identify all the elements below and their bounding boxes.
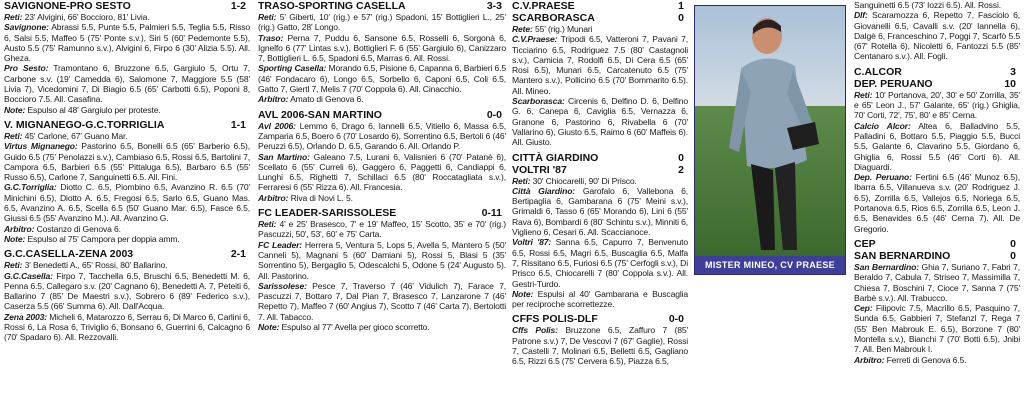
detail-line [258, 63, 506, 94]
detail-label: Dep. Peruano: [854, 172, 912, 183]
detail-line [258, 94, 506, 104]
detail-text: Altea 6, Balladvino 5.5, Palladini 6, Bottaro 5.5, Piaggio 5.5, Bucci 5.5, Galante 6, Clavarino 5.5, Giordano 6, Ghiglia 6, Rossi 5.5 (46' Corti 6). All. Diaguardi. [854, 120, 1020, 172]
detail-line [854, 172, 1020, 234]
detail-label: Rete: [512, 24, 533, 34]
detail-line [512, 24, 688, 34]
detail-label: Arbitro: [258, 192, 289, 203]
detail-line [258, 12, 506, 33]
detail-line [4, 271, 250, 312]
team-names: C.V.PRAESE [512, 0, 575, 12]
detail-label: Reti: [258, 12, 277, 22]
match-report [512, 313, 688, 366]
match-title [4, 0, 250, 12]
detail-label: Dlf: [854, 10, 868, 21]
match-report [4, 0, 250, 115]
detail-line [258, 33, 506, 64]
detail-line [512, 289, 688, 310]
match-title-away [512, 164, 688, 176]
detail-line [512, 34, 688, 96]
match-score: 1-2 [230, 0, 246, 12]
detail-label: Arbitro: [258, 94, 289, 105]
detail-line [4, 312, 250, 343]
match-score: 1 [678, 0, 684, 12]
detail-line [854, 121, 1020, 172]
match-score: 0 [678, 151, 684, 164]
detail-line [854, 10, 1020, 61]
detail-label: G.C.Casella: [4, 270, 53, 281]
photo-caption: MISTER MINEO, CV PRAESE [695, 256, 845, 274]
away-team-name: DEP. PERUANO [854, 77, 933, 90]
team-names: G.C.CASELLA-ZENA 2003 [4, 248, 134, 261]
detail-label: Note: [4, 233, 26, 244]
detail-line [4, 22, 250, 63]
detail-line [258, 322, 506, 332]
detail-line [4, 63, 250, 104]
team-names: CFFS POLIS-DLF [512, 313, 598, 326]
away-team-name: SAN BERNARDINO [854, 249, 951, 262]
detail-label: C.V.Praese: [512, 34, 558, 45]
detail-label: FC Leader: [258, 239, 303, 250]
match-details [512, 325, 688, 366]
match-score: 0-11 [481, 207, 502, 220]
detail-text: 5' Giberti, 10' (rig.) e 57' (rig.) Spadoni, 15' Bottiglieri L., 25' (rig.) Gatto, 28' Longo. [258, 12, 506, 33]
match-report [512, 152, 688, 310]
detail-text: 55' (rig.) Munari [535, 24, 593, 34]
detail-text: Lemmo 6, Drago 6, Iannelli 6.5, Vitiello 6, Massa 6.5, Zamparia 6.5, Boero 6 (70' Losardo 6), Sorrentino 6.5, Bertoli 6 (46' Peruzzi 6.5), Orlando D. 6.5, Garando 6. All. Orlando P. [258, 120, 506, 152]
detail-text: Scaramozza 6, Repetto 7, Fasciolo 6, Giovanelli 6.5, Cavalli s.v. (20' Iannella 6), Dalgè 6, Franceschino 7, Poggi 7, Scarfò 5.5 (67' Rotella 6), Nicoletti 6, Fantozzi 5.5 (85' Centanaro s.v.). All. Fogli. [854, 10, 1020, 62]
match-details [854, 0, 1020, 62]
away-score: 2 [678, 163, 684, 176]
detail-text: 30' Chiocarelli, 90' Di Prisco. [532, 175, 637, 186]
detail-label: Savignone: [4, 22, 49, 33]
detail-text: 3' Benedetti A., 65' Rossi, 80' Ballarino. [24, 260, 168, 271]
detail-line [258, 193, 506, 203]
detail-text: Morando 6.5, Pisione 6, Capanna 6, Barbieri 6.5 (46' Fondacaro 6), Longo 6.5, Sorbello 6, Caponi 6.5, Coli 6.5, Gatto 7, Giertl 7, Melis 7 (70' Coppola 6). All. Cinacchio. [258, 63, 506, 95]
detail-label: Note: [258, 322, 280, 333]
detail-text: Perna 7, Puddu 6, Sansone 6.5, Rosselli 6, Sorgonà 6, Ignelfo 6 (77' Lintas s.v.), Bottiglieri F. 6 (55' Gargiulo 6), Canizzaro 7, Bottiglieri L. 6.5, Spadoni 6.5, Marras 6. All. Rossi. [258, 32, 506, 64]
detail-text: Costanzo di Genova 6. [36, 223, 121, 234]
match-score: 3 [1010, 65, 1016, 78]
team-names: V. MIGNANEGO-G.C.TORRIGLIA [4, 118, 165, 131]
detail-text: Riva di Novi L. 5. [290, 192, 353, 203]
match-details [258, 219, 506, 332]
detail-text: Ghia 7, Suriano 7, Fabri 7, Beraldo 7, Cabula 7, Striseo 7, Massimilla 7, Chiesa 7, Boschini 7, Cioce 7, Sanna 7 (75' Barbè s.v.). All. Trabucco. [854, 261, 1020, 303]
detail-text: 4' e 25' Brasesco, 7' e 19' Maffeo, 15' Scotto, 35' e 70' (rig.) Pascuzzi, 50', 53', 60' e 75' Carta. [258, 219, 506, 240]
detail-text: Herrera 5, Ventura 5, Lops 5, Avella 5, Mantero 5 (50' Canneli 5), Magnani 5 (60' Damiani 5), Rossi 5, Blasi 5 (35' Sorrentino 5), Bergaglio 5, Odescalchi 5, Odone 5 (24' Augusto 5). All. Pastorino. [258, 239, 506, 281]
detail-line [854, 355, 1020, 365]
detail-label: Reti: [4, 130, 23, 141]
match-details [258, 121, 506, 203]
detail-label: San Martino: [258, 151, 310, 162]
detail-text: 23' Alvigini, 66' Boccioro, 81' Livia. [24, 12, 150, 22]
match-title [258, 0, 506, 12]
match-report [258, 0, 506, 105]
detail-label: Reti: [512, 175, 531, 186]
match-title-away [512, 12, 688, 24]
team-names: CEP [854, 237, 876, 250]
match-details [4, 131, 250, 244]
detail-text: Fertini 6.5 (46' Munoz 6.5), Ibarra 6.5, Villanueva s.v. (20' Rodriguez J. 6.5), Zorrilla 6.5, Vallejos 6.5, Noriega 6.5, Portanova 6.5, Rios 6.5, Zorrilla 6.5, Leon J. 6.5, Benavides 6.5 (46' Cerna 7). All. De Gregorio. [854, 172, 1020, 234]
detail-text: Firpo 7, Tacchella 6.5, Bruschi 6.5, Benedetti M. 6, Penna 6.5, Callegaro s.v. (20' Cagnano 6), Benedetti A. 7, Peteiti 6, Ballarino 7 (85' De Maestri s.v.), Sobrero 6 (89' Federico s.v.), Caserza 5.5 (66' Summa 6). All. Dall'Acqua. [4, 270, 250, 312]
detail-text: Espulso al 77' Avella per gioco scorretto. [281, 322, 430, 333]
match-title [4, 248, 250, 260]
detail-label: Cep: [854, 303, 873, 314]
away-team-name: VOLTRI '87 [512, 163, 567, 176]
detail-line [512, 96, 688, 147]
detail-label: San Bernardino: [854, 261, 919, 272]
detail-line [4, 131, 250, 141]
coach-photo [694, 5, 846, 275]
match-details [258, 12, 506, 105]
detail-text: Espulso al 75' Campora per doppia amm. [27, 233, 180, 244]
match-title [854, 238, 1020, 250]
match-details [854, 262, 1020, 365]
detail-label: Calcio Alcor: [854, 120, 911, 131]
detail-label: Note: [512, 288, 534, 299]
detail-text: Amato di Genova 6. [290, 94, 364, 105]
match-score: 0-0 [668, 313, 684, 326]
match-details [4, 260, 250, 342]
detail-label: Reti: [854, 89, 873, 100]
detail-label: Sporting Casella: [258, 63, 327, 74]
detail-label: Arbitro: [4, 223, 35, 234]
match-details [854, 90, 1020, 234]
match-report [854, 238, 1020, 365]
detail-line [4, 105, 250, 115]
team-names: SAVIGNONE-PRO SESTO [4, 0, 131, 12]
detail-label: Zena 2003: [4, 311, 47, 322]
detail-line [4, 141, 250, 182]
detail-text: Abrassi 5.5, Punte 5.5, Palmieri 5.5, Teglia 5.5, Risso 6, Salsi 5.5, Maffeo 5 (75' Ponte s.v.), Siri 5 (60' Pedemonte 5.5), Austo 5.5 (75' Ramunno s.v.), Alvigini 6, Firpo 6 (30' Alizia 5.5). All. Gheza. [4, 22, 250, 64]
detail-text: 10' Portanova, 20', 30' e 50' Zorrilla, 35' e 65' Leon J., 57' Galante, 65' (rig.) Ghiglia, 70' Corti, 72', 75', 80' e 85' Cerna. [854, 89, 1020, 121]
column-2 [258, 0, 506, 336]
detail-line [854, 90, 1020, 121]
match-details [4, 12, 250, 115]
detail-line [258, 281, 506, 322]
detail-line [854, 262, 1020, 303]
detail-line [512, 176, 688, 186]
team-names: AVL 2006-SAN MARTINO [258, 108, 382, 121]
match-title-away [854, 250, 1020, 262]
detail-line [258, 219, 506, 240]
detail-label: Pro Sesto: [4, 63, 49, 74]
column-4 [854, 0, 1020, 369]
match-title [512, 152, 688, 164]
match-title [4, 119, 250, 131]
detail-line [258, 152, 506, 193]
detail-label: Reti: [4, 260, 23, 271]
match-report [854, 66, 1020, 234]
detail-line [512, 186, 688, 237]
detail-label: Reti: [4, 12, 23, 22]
detail-label: G.C.Torriglia: [4, 182, 57, 193]
detail-text: Garofalo 6, Vallebona 6, Bertipaglia 6, Gambarana 6 (75' Meini s.v.), Grimaldi 6, Tasso 6 (65' Morando 6), Lini 6 (55' Rava 6), Bombardi 6 (80' Schintu s.v.), Minniti 6, Viglieno 6, Cesari 6. All. Scaccianoce. [512, 185, 688, 238]
detail-line [854, 303, 1020, 354]
team-names: TRASO-SPORTING CASELLA [258, 0, 406, 12]
detail-text: Tripodi 6.5, Vatteroni 7, Pavani 7, Ticciarino 6.5, Rodriguez 7.5 (80' Castagnoli s.v.), Camicia 7, Rodolfi 6.5, Di Cera 6.5 (65' Rosi 6.5), Munari 6.5, Carcatenuto 6.5 (75' Mantero s.v.), Pollicino 6.5 (70' Bommarito 6.5). All. Mineo. [512, 34, 688, 96]
match-score: 0 [1010, 237, 1016, 250]
coach-figure-icon [723, 10, 833, 256]
match-title [854, 66, 1020, 78]
detail-line [4, 224, 250, 234]
detail-text: Sanna 6.5, Capurro 7, Benvenuto 6.5, Rossi 6.5, Magri 6.5, Buscaglia 6.5, Malfa 7, Rissitano 6.5, Furiosi 6.5 (75' Cerfogli s.v.), Di Prisco 6.5, Chiocarelli 7 (80' Coppola s.v.). All. Gestri-Turdo. [512, 237, 688, 289]
detail-label: Scarborasca: [512, 96, 565, 107]
detail-line [512, 325, 688, 366]
detail-line [258, 121, 506, 152]
detail-label: Arbitro: [854, 354, 885, 365]
detail-text: Pastorino 6.5, Bonelli 6.5 (65' Barberio 6.5), Guido 6.5 (75' Penolazzi s.v.), Cambiaso 6.5, Rossi 6.5, Bartolini 7, Campora 6.5, Barbieri 6.5 (55' Pittaluga 6.5), Barbaro 6.5 (55' Russo 6.5), Carlone 7, Sanguinetti 6.5. All. Fini. [4, 141, 250, 183]
match-score: 2-1 [230, 248, 246, 261]
detail-line [512, 237, 688, 288]
match-score: 0-0 [486, 108, 502, 121]
detail-text: Circenis 6, Delfino D. 6, Delfino G. 6, Canepa 6, Caviglia 6.5, Vernazza 6, Granone 6, Pastorino 6, Rivabella 6 (70' Vallarino 6), Giusto 6.5, Raimo 6 (60' Maffeis 6). All. Giusto. [512, 96, 688, 148]
detail-label: Note: [4, 104, 26, 115]
match-report [258, 207, 506, 332]
detail-text: Galeano 7.5, Lurani 6, Valisnieri 6 (70' Patanè 6), Scellato 6 (55' Curreli 6), Gaggero 6, Paggetti 6, Candiappi 6, Lunghi 6.5, Righetti 7, Schillaci 6.5 (80' Roccatagliata s.v.), Ferraresi 6 (55' Rizza 6). All. Francesia. [258, 151, 506, 193]
detail-text: Micheli 6, Matarozzo 6, Serrau 6, Di Marco 6, Carlini 6, Rossi 6, La Rosa 6, Triviglio 6, Bonsano 6, Guerrini 6, Calcagno 6 (70' Spadaro 6). All. Rezzovalli. [4, 311, 250, 343]
detail-label: Avl 2006: [258, 120, 296, 131]
away-score: 0 [1010, 249, 1016, 262]
match-title [258, 207, 506, 219]
match-report [4, 248, 250, 342]
match-report [512, 0, 688, 148]
detail-label: Sarissolese: [258, 280, 307, 291]
away-score: 0 [678, 12, 684, 24]
detail-text: Pesce 7, Traverso 7 (46' Vidulich 7), Farace 7, Pascuzzi 7, Bottaro 7, Dal Pian 7, Brasesco 7, Lanzarone 7 (46' Repetto 7), Maffeo 7 (60' Angius 7), Scotto 7 (46' Carta 7), Bertolotti 7. All. Tabacco. [258, 280, 506, 322]
match-title [512, 0, 688, 12]
match-report [854, 0, 1020, 62]
detail-text: Filipovic 7.5, Macrillo 6.5, Pasquino 7, Sunda 6.5, Gabbieri 7, Stefanzl 7, Rega 7 (55' Ben Mabrouk E. 6.5), Borzone 7 (80' Montella s.v.), Bianchi 7 (70' Botti 6.5), Jnibi 7. All. Ben Mabrouk I. [854, 303, 1020, 355]
detail-label: Città Giardino: [512, 185, 575, 196]
detail-line [4, 234, 250, 244]
match-score: 1-1 [230, 118, 246, 131]
column-1 [4, 0, 250, 347]
detail-line [4, 12, 250, 22]
column-3 [512, 0, 688, 371]
detail-label: Cffs Polis: [512, 325, 558, 336]
match-score: 3-3 [486, 0, 502, 12]
detail-text: Bruzzone 6.5, Zaffuro 7 (85' Patrone s.v.) 7, De Vescovi 7 (67' Gaglie), Rossi 7, Castelli 7, Molinari 6.5, Belletti 6.5, Gagliano 6.5, Rizzi 6.5 (75' Cervera 6.5), Piazza 6.5, [512, 325, 688, 367]
match-report [4, 119, 250, 244]
detail-label: Reti: [258, 219, 277, 230]
detail-text: Diotto C. 6.5, Piombino 6.5, Avanzino R. 6.5 (70' Minichini 6.5), Diotto A. 6.5, Fregosi 6.5, Sarlo 6.5, Guano Mas. 6.5, Avanzino A. 6.5, Scella 6.5 (50' Guano Mar. 6.5), Fasce 6.5, Giussi 6.5 (55' Avanzino M.). All. Avanzino G. [4, 182, 250, 224]
detail-text: Espulsi al 40' Gambarana e Buscaglia per reciproche scorrettezze. [512, 288, 688, 310]
detail-text: Ferreti di Genova 6.5. [886, 354, 967, 365]
match-details [512, 24, 688, 148]
match-details [512, 176, 688, 310]
away-team-name: SCARBORASCA [512, 12, 595, 24]
match-title-away [854, 78, 1020, 90]
detail-text: Espulso al 48' Gargiulo per proteste. [27, 104, 161, 115]
match-report [258, 109, 506, 203]
detail-label: Traso: [258, 32, 284, 43]
detail-text: 45' Carlone, 67' Guano Mar. [24, 130, 128, 141]
detail-text: Sanguinetti 6.5 (73' Iozzi 6.5). All. Rossi. [854, 0, 1001, 10]
detail-label: Voltri '87: [512, 237, 552, 248]
detail-line [854, 0, 1020, 10]
match-title [258, 109, 506, 121]
team-names: CITTÀ GIARDINO [512, 151, 599, 164]
match-title [512, 313, 688, 325]
team-names: FC LEADER-SARISSOLESE [258, 207, 397, 220]
detail-label: Virtus Mignanego: [4, 141, 78, 152]
team-names: C.ALCOR [854, 65, 902, 78]
detail-line [258, 240, 506, 281]
detail-text: Tramontano 6, Bruzzone 6.5, Gargiulo 5, Ortu 7, Carbone s.v. (19' Camedda 6), Salomone 7, Maggiore 5.5 (58' Livia 7), Vicedomini 7, Di Biagio 6.5 (65' Carbotti 6.5), Poponi 8, Boccioro 7.5. All. Casafina. [4, 63, 250, 105]
detail-line [4, 260, 250, 270]
detail-line [4, 182, 250, 223]
away-score: 10 [1004, 77, 1016, 90]
